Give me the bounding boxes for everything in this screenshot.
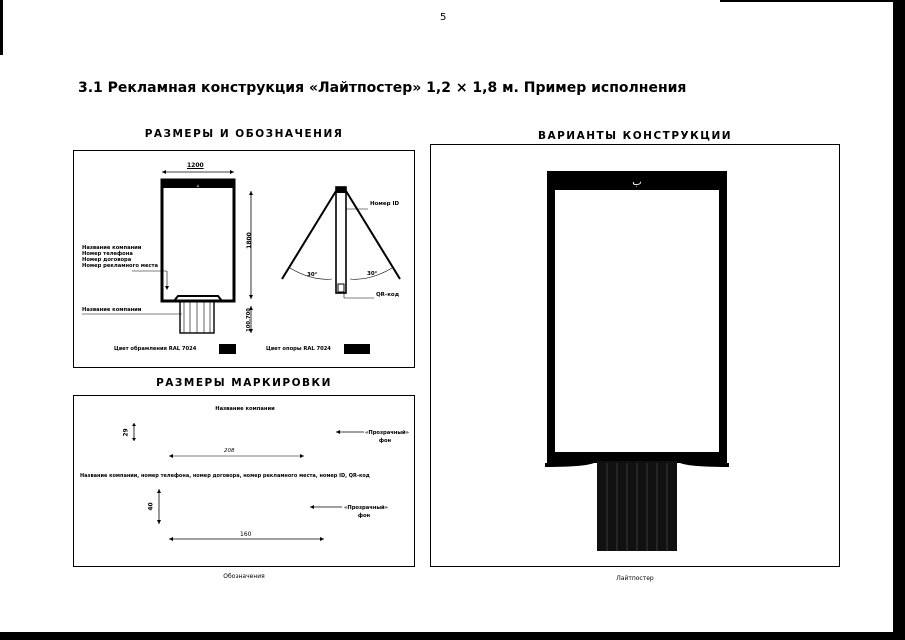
section-title-dimensions: РАЗМЕРЫ И ОБОЗНАЧЕНИЯ	[144, 128, 344, 140]
caption-left: Обозначения	[223, 573, 265, 580]
support-color-label: Цвет опоры RAL 7024	[266, 346, 331, 352]
marking-height-2: 40	[147, 502, 155, 511]
angle-right-label: 30°	[367, 271, 378, 277]
marking-height-1: 29	[122, 428, 130, 437]
page-title: 3.1 Рекламная конструкция «Лайтпостер» 1,2 × 1,8 м. Пример исполнения	[78, 80, 687, 96]
marking-company-title: Название компании	[215, 406, 275, 412]
marking-info-line: Название компании, номер телефона, номер договора, номер рекламного места, номер ID, QR-код	[80, 473, 370, 479]
marking-width-2: 160	[240, 531, 252, 538]
section-title-marking: РАЗМЕРЫ МАРКИРОВКИ	[156, 377, 332, 389]
section-title-variants: ВАРИАНТЫ КОНСТРУКЦИИ	[537, 130, 733, 142]
variants-panel	[430, 144, 840, 567]
marking-width-1: 208	[224, 448, 235, 454]
left-margin-line	[0, 0, 3, 55]
company-label: Название компании	[82, 307, 142, 313]
qr-label: QR-код	[376, 292, 400, 298]
svg-text:⌂: ⌂	[196, 183, 200, 188]
width-label: 1200	[187, 162, 204, 169]
marking-transparent-bg-2: «Прозрачный» фон	[344, 505, 389, 519]
angle-left-label: 30°	[307, 272, 318, 278]
height-label: 1800	[245, 232, 253, 249]
bottom-margin-line	[0, 632, 905, 640]
info-label-contract: Номер договора	[82, 257, 132, 263]
caption-right: Лайтпостер	[616, 575, 654, 582]
marking-transparent-bg-1: «Прозрачный» фон	[365, 430, 410, 444]
svg-text:ب: ب	[632, 177, 642, 188]
frame-color-label: Цвет обрамления RAL 7024	[114, 346, 197, 352]
id-label: Номер ID	[370, 201, 400, 207]
info-label-place: Номер рекламного места	[82, 263, 159, 269]
base-label: 100.700	[245, 308, 252, 332]
dimensions-panel	[73, 150, 415, 368]
top-right-line	[720, 0, 905, 2]
info-label-company: Название компании	[82, 245, 142, 251]
marking-drawing	[74, 396, 416, 568]
right-margin-line	[893, 0, 905, 640]
info-label-phone: Номер телефона	[82, 251, 133, 257]
lightposter-drawing	[431, 145, 841, 568]
page-number: 5	[440, 12, 447, 23]
marking-panel	[73, 395, 415, 567]
